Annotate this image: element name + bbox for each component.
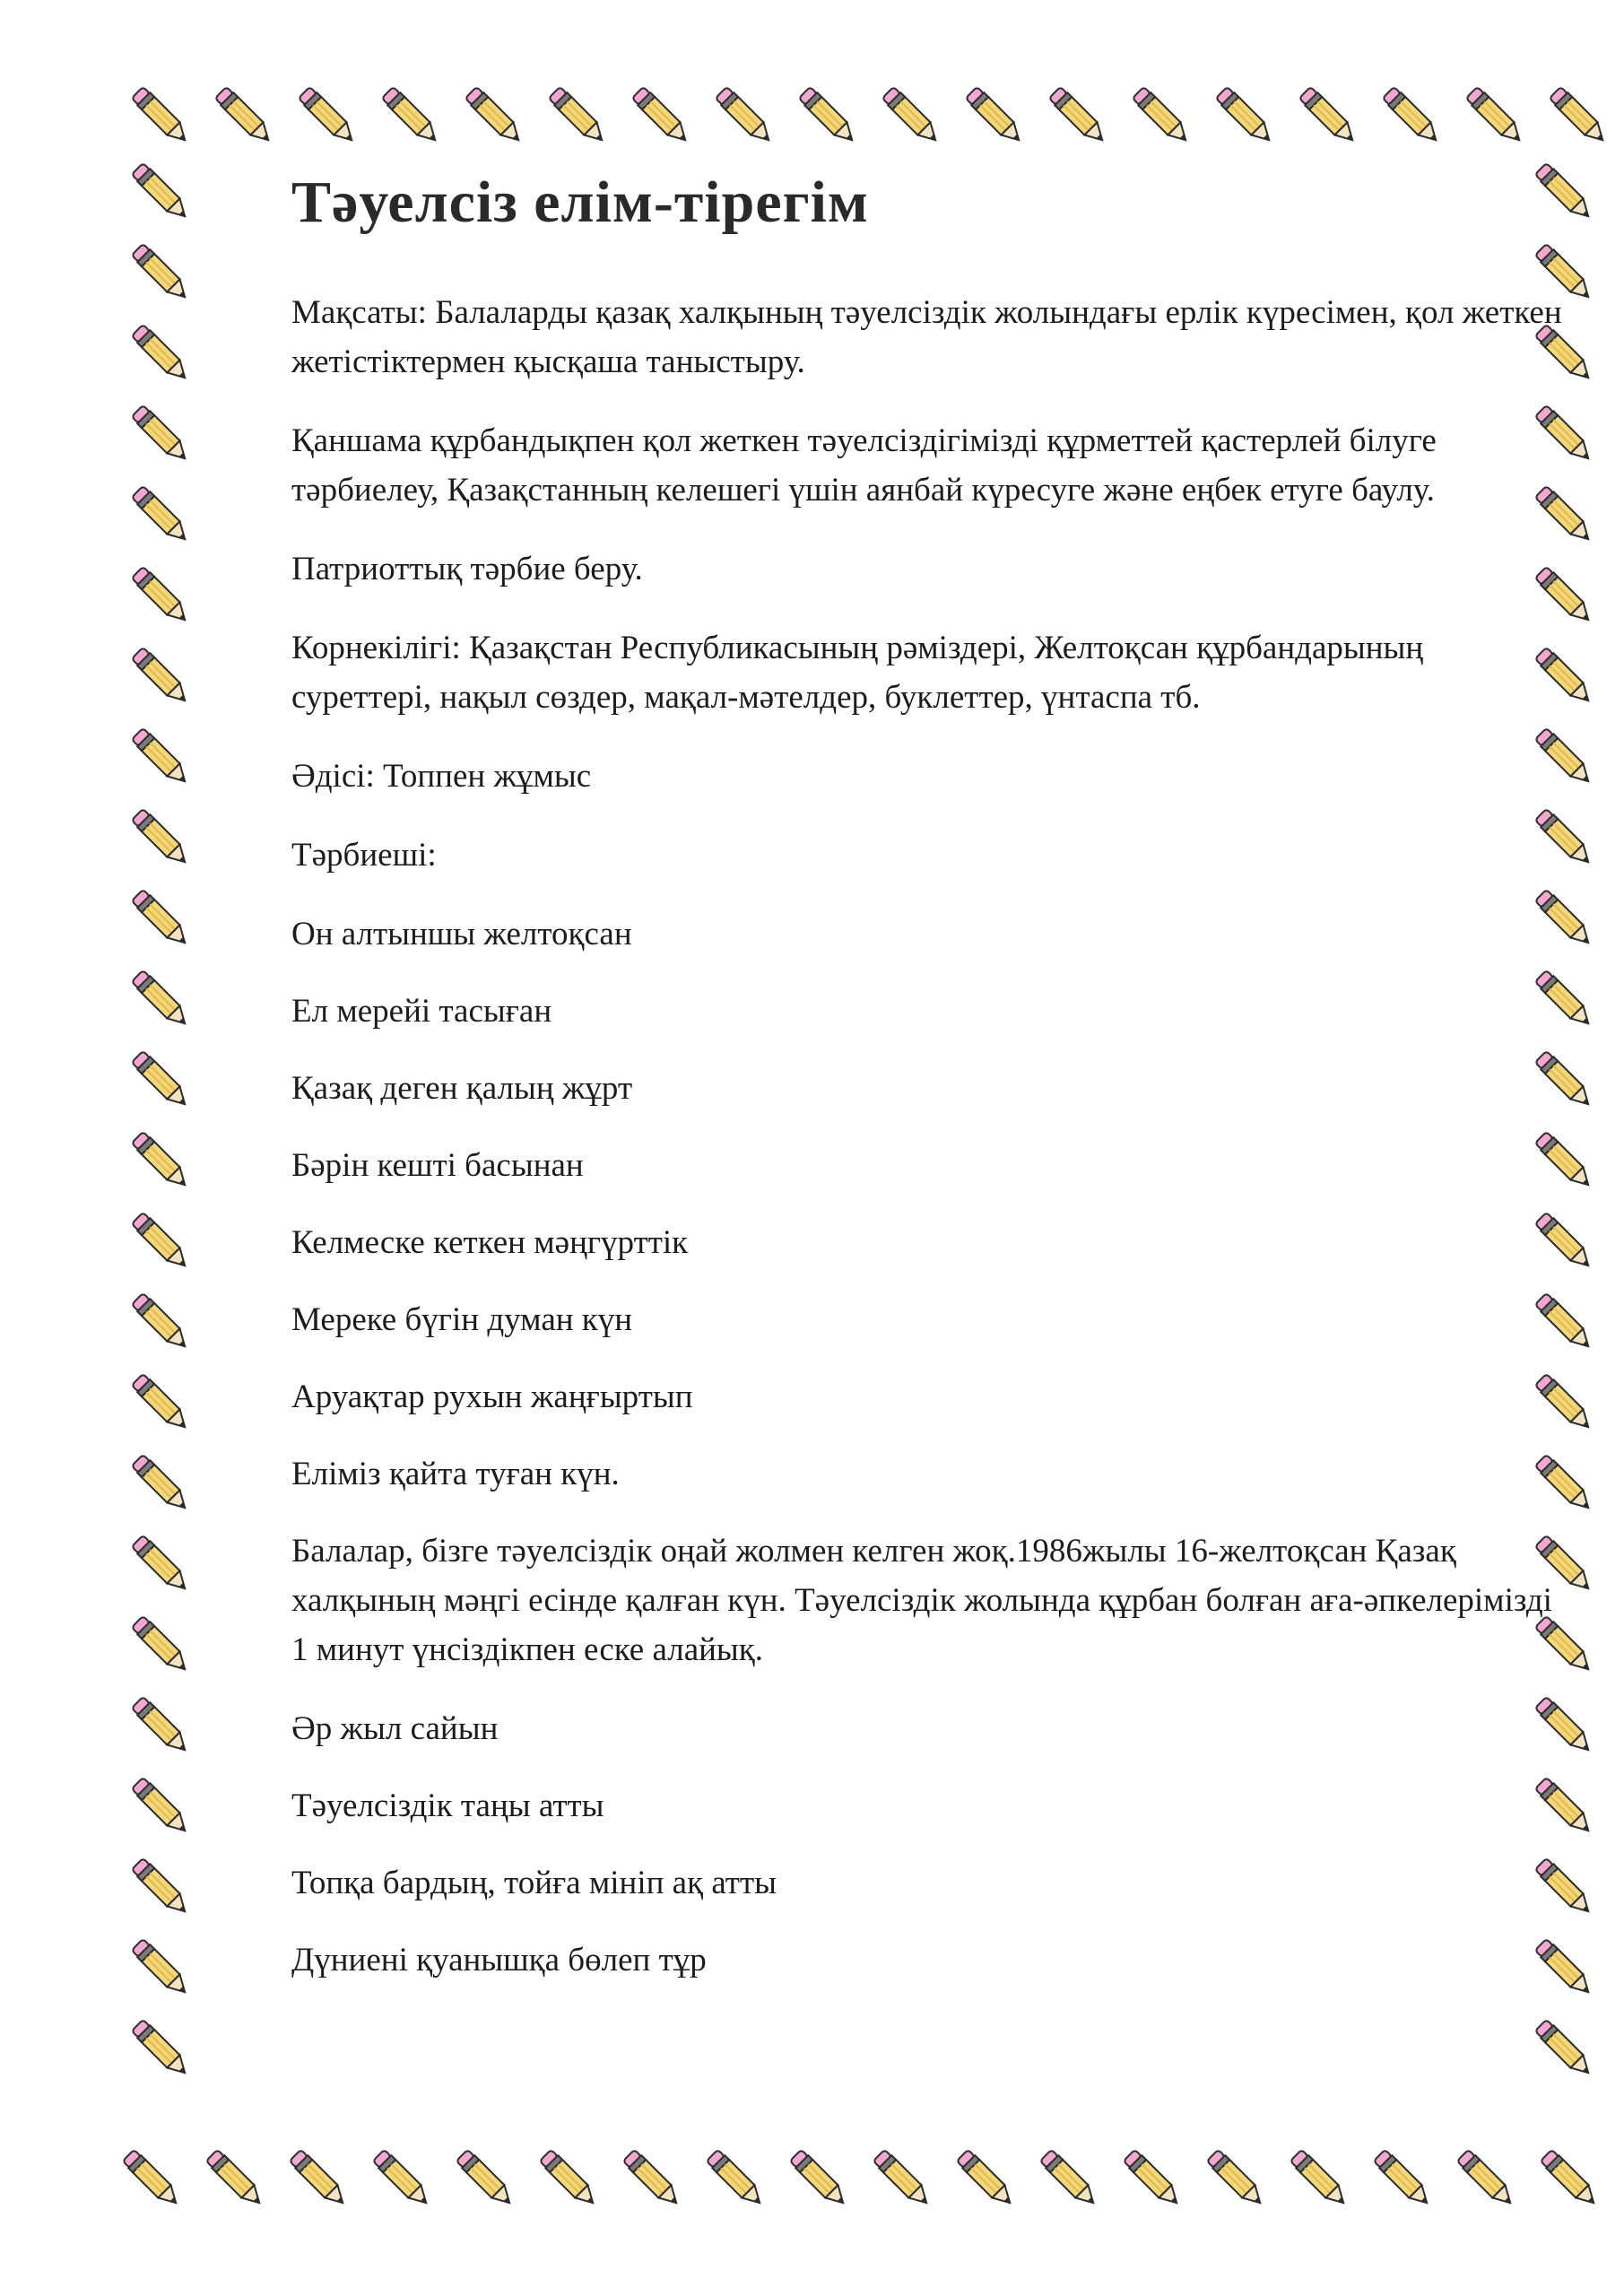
pencil-icon — [1529, 2013, 1601, 2085]
pencil-icon — [1201, 2144, 1272, 2215]
pencil-icon — [700, 2144, 772, 2215]
pencil-icon — [200, 2144, 272, 2215]
pencil-icon — [1034, 2144, 1106, 2215]
pencil-icon — [126, 1529, 197, 1601]
poem-line: Тәуелсіздік таңы атты — [291, 1787, 604, 1824]
pencil-icon — [283, 2144, 355, 2215]
poem-line: Мереке бүгін думан күн — [291, 1300, 633, 1338]
pencil-icon — [1543, 81, 1615, 152]
pencil-icon — [960, 81, 1031, 152]
pencil-icon — [126, 1045, 197, 1117]
teacher-label: Тәрбиеші: — [291, 836, 437, 874]
poem-line: Дүниені қуанышқа бөлеп тұр — [291, 1941, 707, 1979]
pencil-icon — [126, 157, 197, 229]
pencil-icon — [126, 803, 197, 874]
upbringing-paragraph: Қаншама құрбандықпен қол жеткен тәуелсіздігімізді құрметтей қастерлей білуге тәрбиелеу, Қазақстанның келешегі үшін аянбай күресуге және еңбек етуге баулу. — [291, 422, 1437, 509]
pencil-icon — [1126, 81, 1198, 152]
pencil-icon — [1376, 81, 1448, 152]
speech-paragraph: Балалар, бізге тәуелсіздік оңай жолмен келген жоқ.1986жылы 16-желтоқсан Қазақ халқының мәңгі есінде қалған күн. Тәуелсіздік жолында құрбан болған аға-әпкелерімізді 1 минут үнсіздікпен еске алайық. — [291, 1532, 1552, 1668]
poem-line: Он алтыншы желтоқсан — [291, 915, 632, 952]
pencil-icon — [1460, 81, 1532, 152]
patriotic-paragraph: Патриоттық тәрбие беру. — [291, 550, 643, 587]
pencil-icon — [126, 1287, 197, 1359]
pencil-icon — [126, 1448, 197, 1520]
pencil-icon — [126, 1852, 197, 1924]
pencil-icon — [126, 964, 197, 1036]
pencil-icon — [292, 81, 364, 152]
goal-paragraph: Мақсаты: Балаларды қазақ халқының тәуелсіздік жолындағы ерлік күресімен, қол жеткен жетістіктермен қысқаша таныстыру. — [291, 293, 1562, 380]
pencil-icon — [117, 2144, 188, 2215]
pencil-icon — [876, 81, 948, 152]
poem-line: Бәрін кешті басынан — [291, 1146, 584, 1184]
pencil-icon — [126, 1206, 197, 1278]
pencil-icon — [1210, 81, 1281, 152]
pencil-icon — [126, 480, 197, 552]
pencil-icon — [1043, 81, 1115, 152]
pencil-icon — [126, 1368, 197, 1439]
pencil-icon — [1534, 2144, 1606, 2215]
document-body — [291, 170, 1565, 2013]
pencil-icon — [617, 2144, 689, 2215]
pencil-icon — [1284, 2144, 1356, 2215]
visual-aids-paragraph: Корнекілігі: Қазақстан Республикасының рәміздері, Желтоқсан құрбандарының суреттері, нақыл сөздер, мақал-мәтелдер, буклеттер, үнтаспа тб. — [291, 629, 1424, 716]
poem-line: Аруақтар рухын жаңғыртып — [291, 1378, 693, 1415]
pencil-icon — [1117, 2144, 1189, 2215]
pencil-icon — [951, 2144, 1022, 2215]
pencil-icon — [793, 81, 864, 152]
pencil-icon — [709, 81, 781, 152]
pencil-icon — [376, 81, 447, 152]
pencil-icon — [126, 238, 197, 309]
pencil-icon — [626, 81, 698, 152]
pencil-icon — [784, 2144, 855, 2215]
pencil-icon — [1368, 2144, 1439, 2215]
pencil-icon — [126, 2013, 197, 2085]
poem-line: Еліміз қайта туған күн. — [291, 1455, 620, 1492]
pencil-icon — [126, 81, 197, 152]
pencil-icon — [126, 399, 197, 471]
pencil-icon — [209, 81, 281, 152]
pencil-icon — [126, 1126, 197, 1197]
pencil-icon — [126, 1610, 197, 1682]
poem-line: Келмеске кеткен мәңгүрттік — [291, 1223, 689, 1261]
pencil-icon — [459, 81, 531, 152]
pencil-icon — [126, 722, 197, 794]
poem-line: Әр жыл сайын — [291, 1709, 499, 1747]
method-paragraph: Әдісі: Топпен жұмыс — [291, 757, 592, 795]
pencil-icon — [543, 81, 614, 152]
poem-first — [291, 909, 1565, 1499]
pencil-icon — [367, 2144, 439, 2215]
page-title: Тәуелсіз елім-тірегім — [291, 170, 869, 235]
pencil-icon — [534, 2144, 605, 2215]
pencil-icon — [126, 1771, 197, 1843]
pencil-icon — [126, 1691, 197, 1762]
poem-line: Ел мерейі тасыған — [291, 992, 552, 1030]
pencil-icon — [126, 318, 197, 390]
pencil-icon — [126, 1933, 197, 2005]
pencil-icon — [126, 883, 197, 955]
poem-line: Топқа бардың, тойға мініп ақ атты — [291, 1864, 777, 1901]
pencil-icon — [1451, 2144, 1523, 2215]
poem-second — [291, 1704, 1565, 1985]
pencil-icon — [126, 641, 197, 713]
pencil-icon — [450, 2144, 522, 2215]
pencil-icon — [867, 2144, 939, 2215]
pencil-icon — [1293, 81, 1365, 152]
poem-line: Қазақ деген қалың жұрт — [291, 1069, 633, 1107]
pencil-icon — [126, 561, 197, 632]
